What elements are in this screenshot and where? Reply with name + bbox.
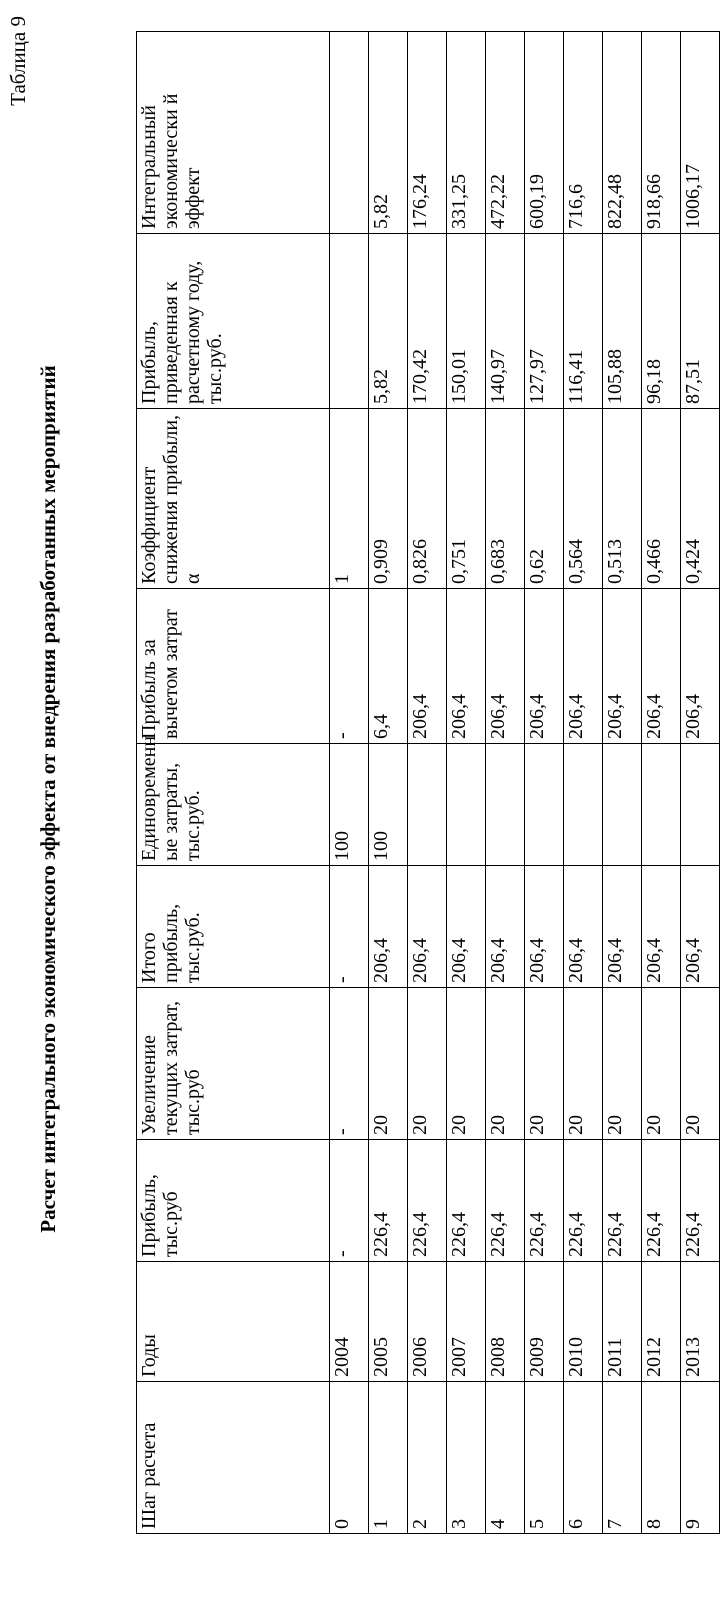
cell-discounted-profit [330, 234, 369, 409]
cell-profit: 226,4 [486, 1140, 525, 1262]
cell-net-profit: 206,4 [447, 589, 486, 744]
cell-step: 0 [330, 1382, 369, 1534]
cell-cost-increase: 20 [369, 988, 408, 1140]
cell-cost-increase: 20 [603, 988, 642, 1140]
table-row [603, 32, 642, 1534]
cell-step: 1 [369, 1382, 408, 1534]
table-header-row [137, 32, 330, 1534]
cell-profit: 226,4 [525, 1140, 564, 1262]
economic-effect-table [136, 31, 720, 1534]
cell-discount-coef: 0,513 [603, 409, 642, 589]
cell-total-profit: 206,4 [408, 866, 447, 988]
cell-integral-effect [330, 32, 369, 234]
cell-total-profit: 206,4 [525, 866, 564, 988]
cell-cost-increase: 20 [486, 988, 525, 1140]
cell-net-profit: 206,4 [408, 589, 447, 744]
header-total-profit: Итого прибыль, тыс.руб. [137, 866, 330, 988]
cell-cost-increase: 20 [564, 988, 603, 1140]
cell-step: 2 [408, 1382, 447, 1534]
cell-step: 4 [486, 1382, 525, 1534]
cell-discounted-profit: 87,51 [681, 234, 720, 409]
table-row [369, 32, 408, 1534]
cell-cost-increase: - [330, 988, 369, 1140]
cell-step: 7 [603, 1382, 642, 1534]
cell-net-profit: 206,4 [603, 589, 642, 744]
cell-year: 2004 [330, 1262, 369, 1382]
cell-year: 2012 [642, 1262, 681, 1382]
cell-year: 2006 [408, 1262, 447, 1382]
header-year: Годы [137, 1262, 330, 1382]
cell-integral-effect: 600,19 [525, 32, 564, 234]
cell-profit: 226,4 [642, 1140, 681, 1262]
cell-year: 2010 [564, 1262, 603, 1382]
cell-discount-coef: 0,826 [408, 409, 447, 589]
header-integral-effect: Интегральный экономически й эффект [137, 32, 330, 234]
cell-integral-effect: 5,82 [369, 32, 408, 234]
cell-year: 2005 [369, 1262, 408, 1382]
cell-profit: - [330, 1140, 369, 1262]
cell-one-time-costs: 100 [369, 744, 408, 866]
header-discount-coef: Коэффициент снижения прибыли, α [137, 409, 330, 589]
header-cost-increase: Увеличение текущих затрат, тыс.руб [137, 988, 330, 1140]
cell-profit: 226,4 [681, 1140, 720, 1262]
cell-step: 9 [681, 1382, 720, 1534]
cell-discounted-profit: 96,18 [642, 234, 681, 409]
cell-cost-increase: 20 [447, 988, 486, 1140]
cell-total-profit: 206,4 [369, 866, 408, 988]
cell-one-time-costs [525, 744, 564, 866]
cell-total-profit: 206,4 [642, 866, 681, 988]
cell-integral-effect: 1006,17 [681, 32, 720, 234]
cell-total-profit: 206,4 [603, 866, 642, 988]
cell-year: 2007 [447, 1262, 486, 1382]
cell-cost-increase: 20 [642, 988, 681, 1140]
table-row [447, 32, 486, 1534]
table-row [486, 32, 525, 1534]
cell-discount-coef: 0,909 [369, 409, 408, 589]
cell-cost-increase: 20 [408, 988, 447, 1140]
cell-discount-coef: 0,466 [642, 409, 681, 589]
cell-discounted-profit: 5,82 [369, 234, 408, 409]
cell-net-profit: 206,4 [564, 589, 603, 744]
cell-discount-coef: 0,424 [681, 409, 720, 589]
cell-step: 3 [447, 1382, 486, 1534]
cell-one-time-costs [681, 744, 720, 866]
cell-discount-coef: 0,564 [564, 409, 603, 589]
cell-one-time-costs [603, 744, 642, 866]
header-profit: Прибыль, тыс.руб [137, 1140, 330, 1262]
cell-total-profit: 206,4 [564, 866, 603, 988]
table-body [137, 32, 720, 1534]
cell-total-profit: 206,4 [681, 866, 720, 988]
table-row [564, 32, 603, 1534]
cell-cost-increase: 20 [681, 988, 720, 1140]
cell-integral-effect: 918,66 [642, 32, 681, 234]
table-row [525, 32, 564, 1534]
cell-profit: 226,4 [564, 1140, 603, 1262]
cell-year: 2013 [681, 1262, 720, 1382]
cell-total-profit: 206,4 [486, 866, 525, 988]
cell-net-profit: 6,4 [369, 589, 408, 744]
cell-total-profit: 206,4 [447, 866, 486, 988]
cell-one-time-costs [408, 744, 447, 866]
cell-discounted-profit: 127,97 [525, 234, 564, 409]
cell-integral-effect: 716,6 [564, 32, 603, 234]
header-discounted-profit: Прибыль, приведенная к расчетному году, тыс.руб. [137, 234, 330, 409]
cell-discounted-profit: 116,41 [564, 234, 603, 409]
cell-one-time-costs [486, 744, 525, 866]
cell-discount-coef: 0,683 [486, 409, 525, 589]
cell-profit: 226,4 [447, 1140, 486, 1262]
cell-integral-effect: 176,24 [408, 32, 447, 234]
cell-one-time-costs [642, 744, 681, 866]
cell-year: 2008 [486, 1262, 525, 1382]
document-title: Расчет интегрального экономического эффекта от внедрения разработанных мероприятий [36, 365, 60, 1233]
cell-year: 2011 [603, 1262, 642, 1382]
cell-one-time-costs: 100 [330, 744, 369, 866]
cell-integral-effect: 472,22 [486, 32, 525, 234]
cell-profit: 226,4 [369, 1140, 408, 1262]
table-row [642, 32, 681, 1534]
cell-integral-effect: 822,48 [603, 32, 642, 234]
cell-net-profit: 206,4 [525, 589, 564, 744]
table-number-label: Таблица 9 [6, 16, 30, 106]
cell-discount-coef: 0,751 [447, 409, 486, 589]
cell-one-time-costs [447, 744, 486, 866]
cell-one-time-costs [564, 744, 603, 866]
table-row [408, 32, 447, 1534]
header-net-profit: Прибыль за вычетом затрат [137, 589, 330, 744]
cell-year: 2009 [525, 1262, 564, 1382]
table-row [330, 32, 369, 1534]
cell-discount-coef: 1 [330, 409, 369, 589]
cell-discounted-profit: 170,42 [408, 234, 447, 409]
cell-net-profit: 206,4 [486, 589, 525, 744]
cell-profit: 226,4 [408, 1140, 447, 1262]
cell-step: 6 [564, 1382, 603, 1534]
cell-net-profit: 206,4 [642, 589, 681, 744]
table-row [681, 32, 720, 1534]
cell-profit: 226,4 [603, 1140, 642, 1262]
cell-net-profit: - [330, 589, 369, 744]
cell-net-profit: 206,4 [681, 589, 720, 744]
cell-discounted-profit: 150,01 [447, 234, 486, 409]
cell-step: 8 [642, 1382, 681, 1534]
cell-step: 5 [525, 1382, 564, 1534]
cell-discount-coef: 0,62 [525, 409, 564, 589]
cell-discounted-profit: 105,88 [603, 234, 642, 409]
cell-cost-increase: 20 [525, 988, 564, 1140]
cell-discounted-profit: 140,97 [486, 234, 525, 409]
header-step: Шаг расчета [137, 1382, 330, 1534]
cell-integral-effect: 331,25 [447, 32, 486, 234]
cell-total-profit: - [330, 866, 369, 988]
header-one-time-costs: Единовременн ые затраты, тыс.руб. [137, 744, 330, 866]
